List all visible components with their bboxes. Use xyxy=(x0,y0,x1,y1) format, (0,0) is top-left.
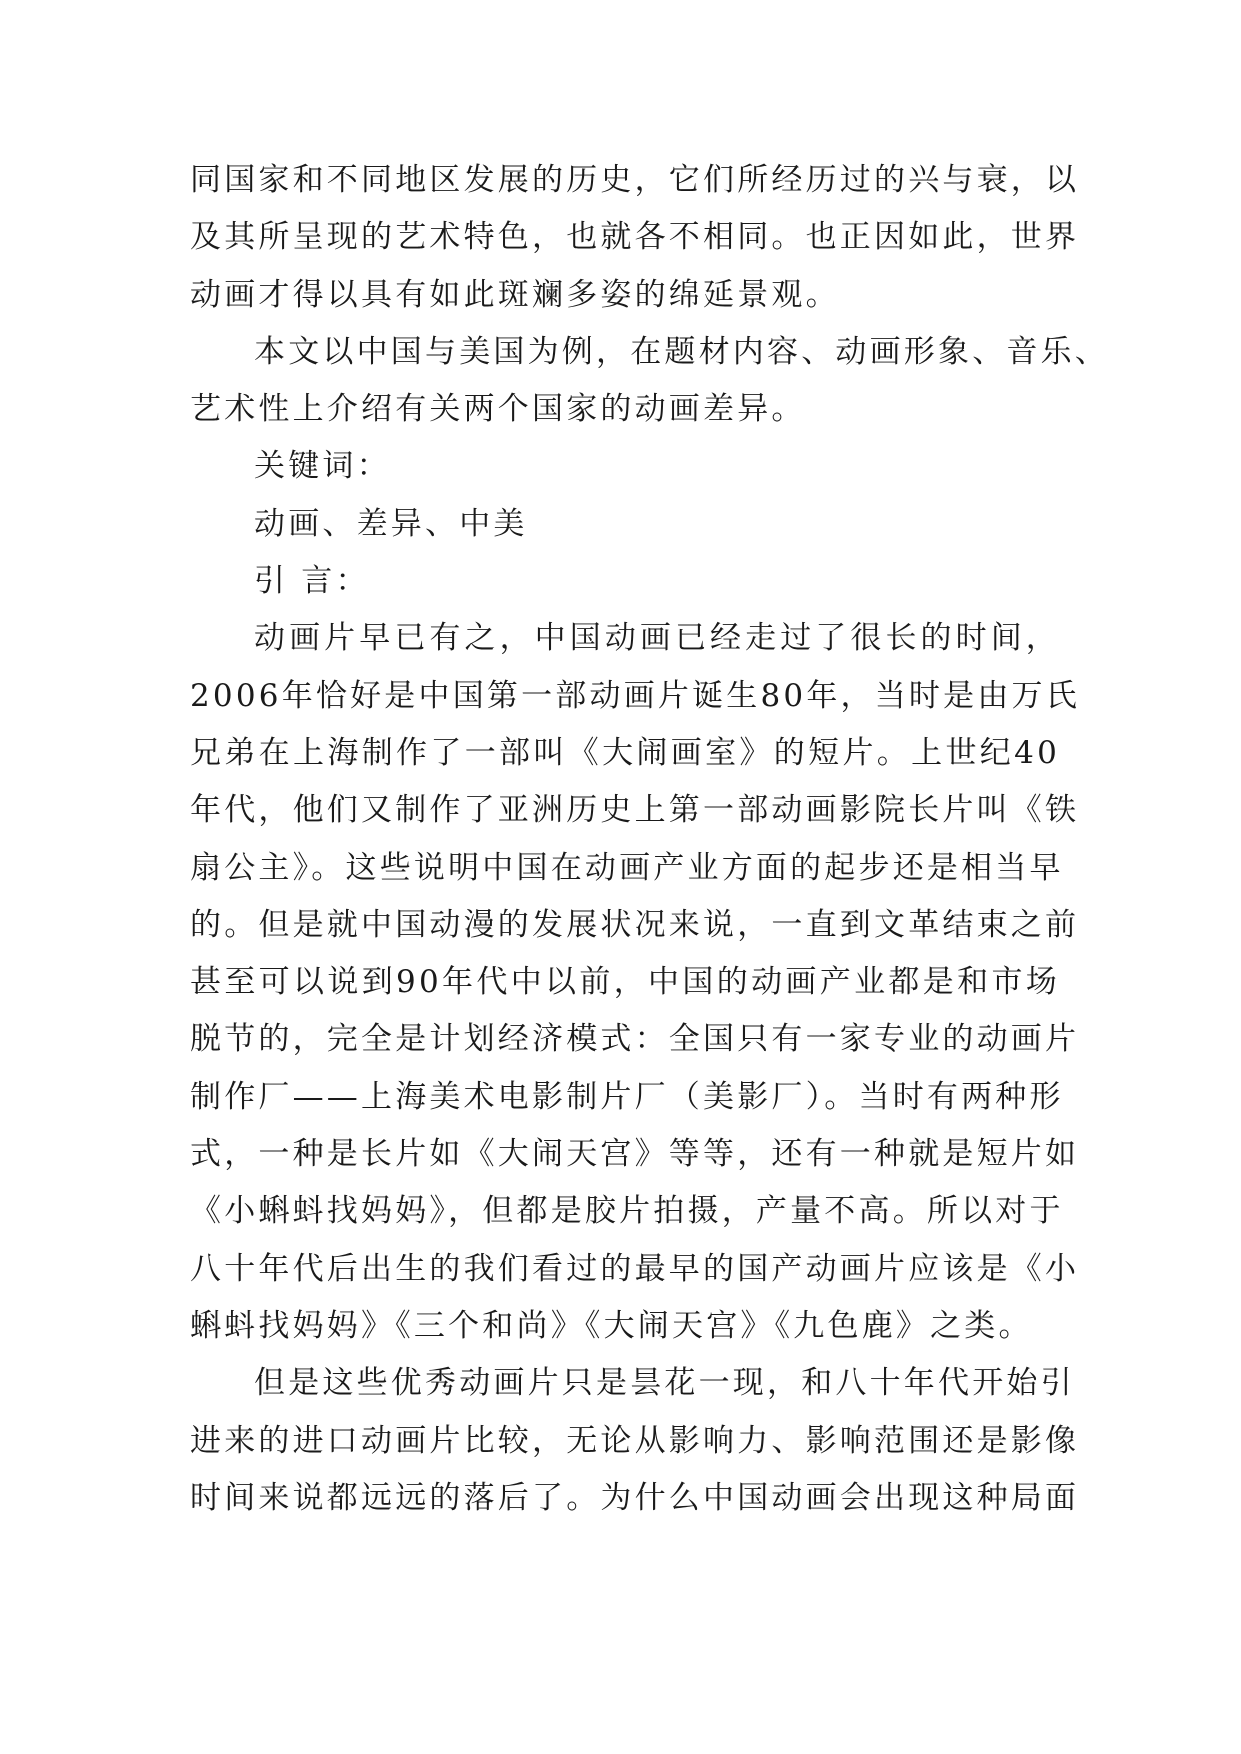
paragraph-p1 xyxy=(190,152,1080,324)
paragraph-p3 xyxy=(190,438,1060,495)
paragraph-p4 xyxy=(190,496,1060,553)
paragraph-p5 xyxy=(190,553,1060,610)
text-line: 甚至可以说到90年代中以前，中国的动画产业都是和市场 xyxy=(190,964,1060,1001)
paragraph-p2 xyxy=(190,324,1109,439)
text-line: 艺术性上介绍有关两个国家的动画差异。 xyxy=(190,391,806,428)
text-line: 动画、差异、中美 xyxy=(254,505,528,542)
text-line: 的。但是就中国动漫的发展状况来说，一直到文革结束之前 xyxy=(190,906,1080,943)
text-line: 时间来说都远远的落后了。为什么中国动画会出现这种局面 xyxy=(190,1479,1080,1516)
text-line: 式，一种是长片如《大闹天宫》等等，还有一种就是短片如 xyxy=(190,1136,1080,1173)
text-line: 《小蝌蚪找妈妈》，但都是胶片拍摄，产量不高。所以对于 xyxy=(190,1193,1064,1230)
text-line: 兄弟在上海制作了一部叫《大闹画室》的短片。上世纪40 xyxy=(190,734,1060,771)
text-line: 进来的进口动画片比较，无论从影响力、影响范围还是影像 xyxy=(190,1422,1080,1459)
text-line: 八十年代后出生的我们看过的最早的国产动画片应该是《小 xyxy=(190,1250,1080,1287)
text-line: 同国家和不同地区发展的历史，它们所经历过的兴与衰，以 xyxy=(190,162,1080,198)
text-line: 引 言： xyxy=(254,563,370,600)
text-line: 但是这些优秀动画片只是昙花一现，和八十年代开始引 xyxy=(254,1365,1075,1402)
text-line: 2006年恰好是中国第一部动画片诞生80年，当时是由万氏 xyxy=(190,677,1080,714)
text-line: 年代，他们又制作了亚洲历史上第一部动画影院长片叫《铁 xyxy=(190,792,1080,829)
text-line: 蝌蚪找妈妈》《三个和尚》《大闹天宫》《九色鹿》之类。 xyxy=(190,1307,1033,1344)
paragraph-p7 xyxy=(190,1355,1080,1527)
text-line: 本文以中国与美国为例，在题材内容、动画形象、音乐、 xyxy=(254,333,1109,370)
text-line: 扇公主》。这些说明中国在动画产业方面的起步还是相当早 xyxy=(190,849,1064,886)
paragraph-p6 xyxy=(190,610,1080,1355)
text-line: 动画才得以具有如此斑斓多姿的绵延景观。 xyxy=(190,276,840,313)
text-line: 及其所呈现的艺术特色，也就各不相同。也正因如此，世界 xyxy=(190,219,1080,256)
body-text xyxy=(190,152,1109,1527)
text-line: 脱节的，完全是计划经济模式：全国只有一家专业的动画片 xyxy=(190,1021,1080,1058)
text-line: 制作厂——上海美术电影制片厂（美影厂）。当时有两种形 xyxy=(190,1078,1064,1115)
text-line: 动画片早已有之，中国动画已经走过了很长的时间， xyxy=(254,620,1060,657)
text-line: 关键词： xyxy=(254,448,391,485)
